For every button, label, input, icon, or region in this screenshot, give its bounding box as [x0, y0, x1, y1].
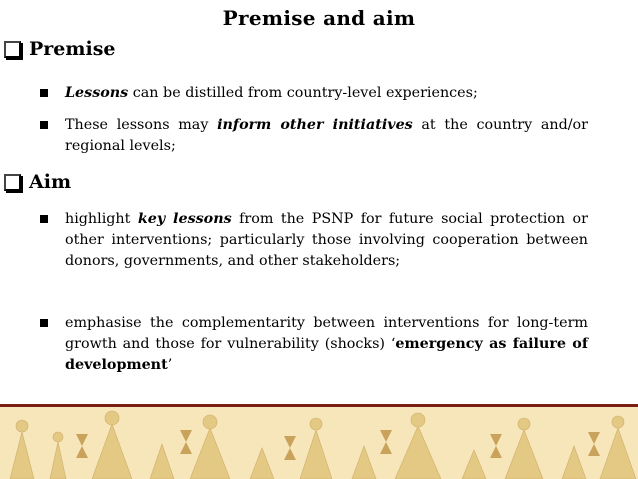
aim-bullet-1-pre: highlight: [65, 211, 138, 227]
square-bullet-icon: [40, 121, 48, 129]
premise-bullet-1-text: [65, 83, 588, 104]
premise-bullet-2-pre: These lessons may: [65, 117, 218, 133]
aim-bullet-2-strong: emergency as failure of development: [65, 336, 588, 373]
aim-heading-label: Aim: [29, 171, 72, 193]
square-bullet-icon: [40, 319, 48, 327]
aim-bullet-2: [40, 313, 588, 376]
slide-title: Premise and aim: [222, 6, 416, 30]
aim-bullet-2-text: [65, 313, 588, 376]
premise-bullet-1: [40, 83, 588, 104]
premise-bullet-2-text: [65, 115, 588, 157]
checkbox-bullet-icon: [4, 41, 21, 58]
aim-bullet-1: [40, 209, 588, 293]
premise-bullet-1-rest: can be distilled from country-level experiences;: [128, 85, 478, 101]
aim-bullet-1-emphasis: key lessons: [137, 211, 232, 227]
square-bullet-icon: [40, 89, 48, 97]
checkbox-bullet-icon: [4, 174, 21, 191]
footer-rule: [0, 404, 638, 407]
aim-bullet-2-post: ’: [167, 357, 173, 373]
premise-bullet-1-emphasis: Lessons: [65, 85, 129, 101]
premise-heading-label: Premise: [29, 38, 116, 60]
decorative-footer-band: [0, 404, 638, 479]
premise-bullet-2: [40, 115, 588, 157]
decorative-pattern: [0, 404, 638, 479]
square-bullet-icon: [40, 215, 48, 223]
premise-heading: [4, 38, 116, 60]
aim-heading: [4, 171, 71, 193]
aim-bullet-1-post: from the PSNP for future social protection or other interventions; particularly those involving cooperation between donors, governments, and other stakeholders;: [65, 211, 588, 269]
premise-bullet-2-emphasis: inform other initiatives: [217, 117, 413, 133]
premise-bullet-2-post: at the country and/or regional levels;: [65, 117, 588, 154]
aim-bullet-2-pre: emphasise the complementarity between interventions for long-term growth and those for vulnerability (shocks) ‘: [65, 315, 588, 352]
aim-bullet-1-text: [65, 209, 588, 272]
